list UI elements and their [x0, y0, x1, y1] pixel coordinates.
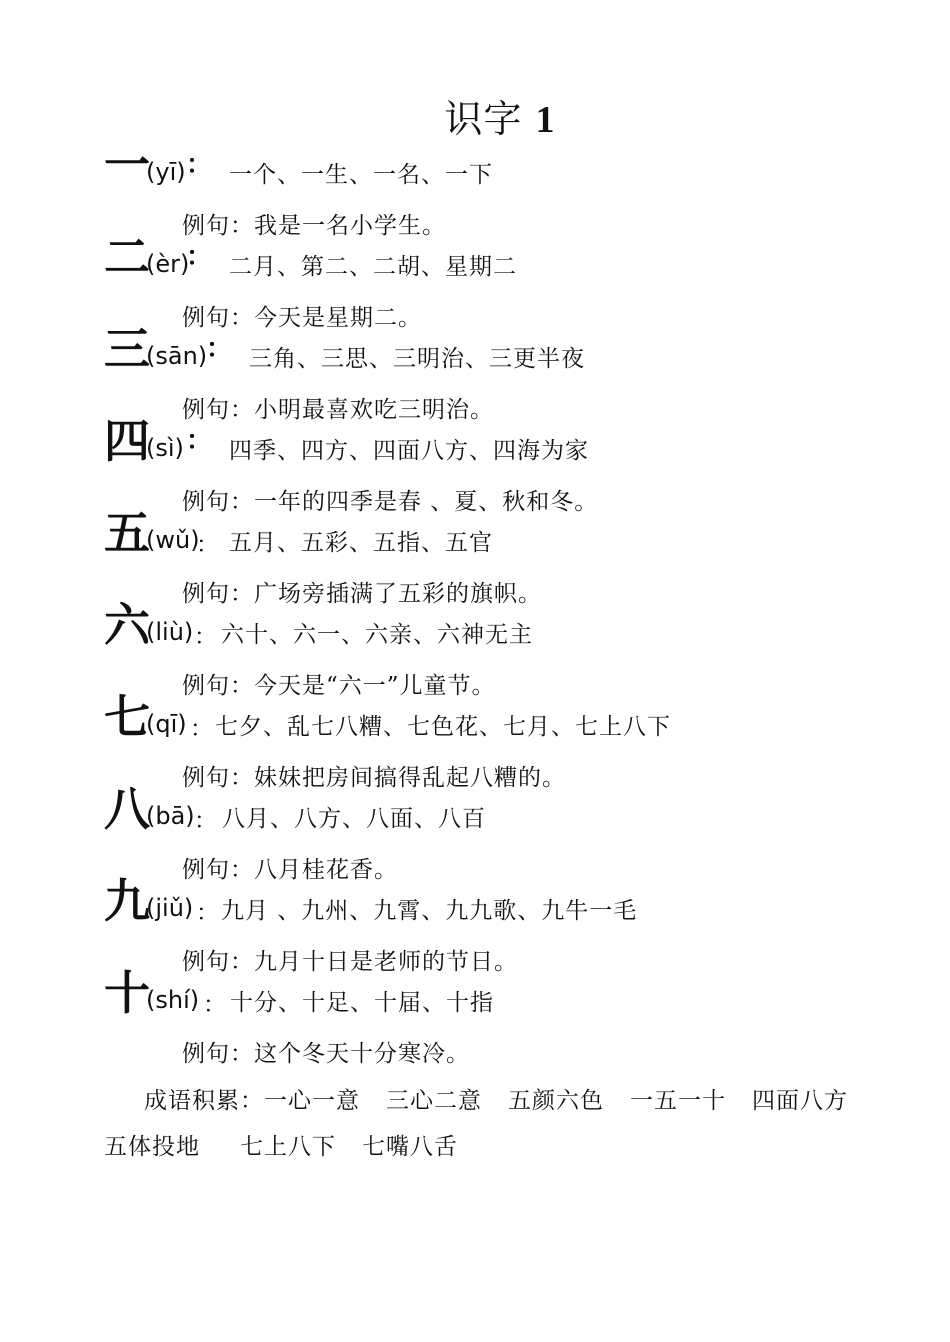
character-entry: [0, 598, 950, 699]
character-entry: [0, 966, 950, 1067]
character-entry: [0, 322, 950, 423]
idiom: 四面八方: [752, 1088, 848, 1114]
character: 五: [104, 506, 150, 560]
colon: ：: [206, 334, 233, 364]
colon: ：: [186, 150, 213, 180]
example-sentence: 例句：今天是“六一”儿童节。: [182, 673, 496, 699]
example-sentence: 例句：小明最喜欢吃三明治。: [182, 397, 494, 423]
colon: ：: [196, 900, 220, 926]
idiom: 五体投地: [104, 1134, 200, 1160]
character: 十: [104, 966, 150, 1020]
colon: ：: [203, 992, 227, 1018]
word-list: 二月、第二、二胡、星期二: [229, 254, 517, 280]
pinyin: (bā): [146, 802, 195, 830]
character-entry: [0, 230, 950, 331]
pinyin: (jiǔ): [146, 894, 194, 922]
pinyin: (liù): [146, 618, 194, 646]
character-entry: [0, 782, 950, 883]
character: 三: [104, 322, 150, 376]
page-title: [0, 88, 950, 143]
character: 一: [104, 138, 150, 192]
word-list: 十分、十足、十届、十指: [230, 990, 494, 1016]
colon: ：: [186, 426, 213, 456]
pinyin: (sān): [146, 342, 208, 370]
word-list: 五月、五彩、五指、五官: [229, 530, 493, 556]
colon: ：: [190, 716, 214, 742]
pinyin: (yī): [146, 158, 186, 186]
example-sentence: 例句：广场旁插满了五彩的旗帜。: [182, 581, 542, 607]
example-sentence: 例句：我是一名小学生。: [182, 213, 446, 239]
idiom: 三心二意: [386, 1088, 482, 1114]
character-entry: [0, 138, 950, 239]
character: 八: [104, 782, 150, 836]
idiom: 七嘴八舌: [362, 1134, 458, 1160]
example-sentence: 例句：今天是星期二。: [182, 305, 422, 331]
character: 四: [104, 414, 150, 468]
word-list: 九月 、九州、九霄、九九歌、九牛一毛: [221, 898, 638, 924]
example-sentence: 例句：妹妹把房间搞得乱起八糟的。: [182, 765, 566, 791]
idiom: 一心一意: [264, 1088, 360, 1114]
word-list: 四季、四方、四面八方、四海为家: [229, 438, 589, 464]
word-list: 一个、一生、一名、一下: [229, 162, 493, 188]
pinyin: (sì): [146, 434, 184, 462]
pinyin: (shí): [146, 986, 200, 1014]
title-number: 1: [535, 99, 556, 141]
colon: ：: [196, 532, 220, 558]
character-entry: [0, 690, 950, 791]
example-sentence: 例句：这个冬天十分寒冷。: [182, 1041, 470, 1067]
example-sentence: 例句：一年的四季是春 、夏、秋和冬。: [182, 489, 599, 515]
colon: ：: [194, 624, 218, 650]
word-list: 六十、六一、六亲、六神无主: [221, 622, 533, 648]
character-entry: [0, 506, 950, 607]
character: 六: [104, 598, 150, 652]
character-entry: [0, 414, 950, 515]
word-list: 七夕、乱七八糟、七色花、七月、七上八下: [215, 714, 671, 740]
idiom-label: 成语积累：: [144, 1088, 264, 1114]
pinyin: (èr): [146, 250, 190, 278]
idiom: 七上八下: [240, 1134, 336, 1160]
example-sentence: 例句：九月十日是老师的节日。: [182, 949, 518, 975]
idiom-line-1: [144, 1090, 848, 1113]
title-text: 识字: [444, 97, 523, 141]
colon: ：: [186, 242, 213, 272]
idiom: 一五一十: [630, 1088, 726, 1114]
idiom: 五颜六色: [508, 1088, 604, 1114]
idiom-line-2: [104, 1136, 484, 1159]
character: 七: [104, 690, 150, 744]
word-list: 三角、三思、三明治、三更半夜: [249, 346, 585, 372]
colon: ：: [194, 808, 218, 834]
pinyin: (wǔ): [146, 526, 200, 554]
character: 二: [104, 230, 150, 284]
example-sentence: 例句：八月桂花香。: [182, 857, 398, 883]
word-list: 八月、八方、八面、八百: [222, 806, 486, 832]
character: 九: [104, 874, 150, 928]
pinyin: (qī): [146, 710, 187, 738]
character-entry: [0, 874, 950, 975]
